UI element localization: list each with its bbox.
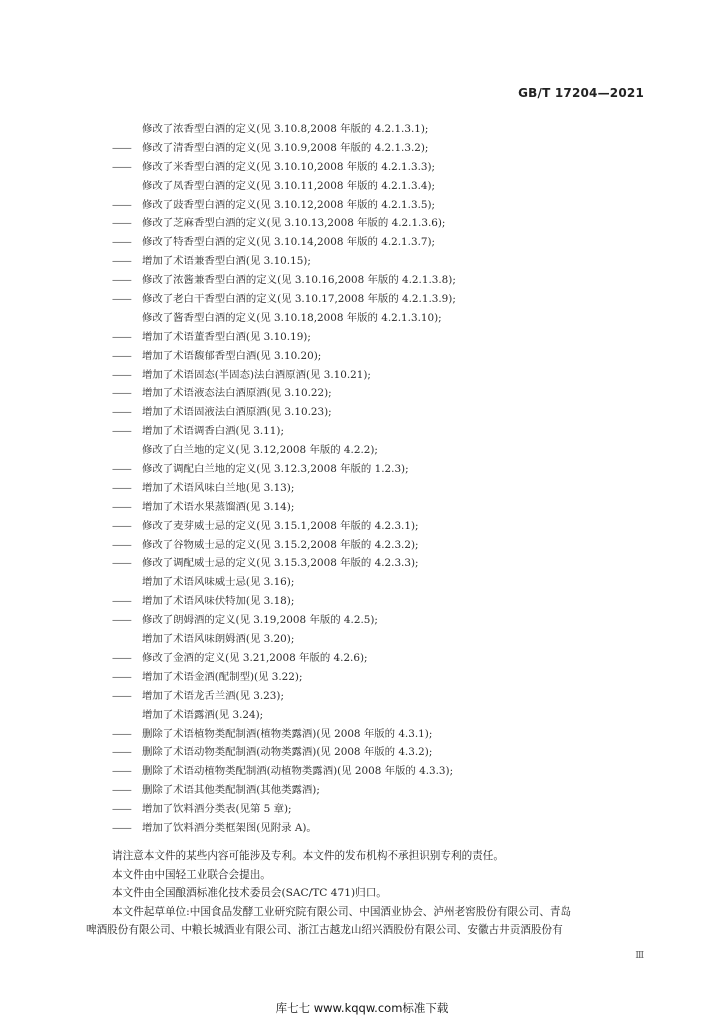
change-list-item-text: 删除了术语动物类配制酒(动物类露酒)(见 2008 年版的 4.3.2);	[142, 746, 433, 759]
paragraph: 本文件由中国轻工业联合会提出。	[112, 868, 271, 881]
change-list-item-text: 修改了调配白兰地的定义(见 3.12.3,2008 年版的 1.2.3);	[142, 463, 409, 476]
change-list-item	[112, 536, 456, 555]
change-list-item-text: 修改了酱香型白酒的定义(见 3.10.18,2008 年版的 4.2.1.3.10);	[142, 311, 442, 324]
change-list-item	[112, 139, 456, 158]
list-dash: ——	[112, 160, 131, 173]
change-list-item-text: 增加了术语风味伏特加(见 3.18);	[142, 595, 295, 608]
list-dash: ——	[112, 217, 131, 230]
paragraph: 本文件起草单位:中国食品发酵工业研究院有限公司、中国酒业协会、泸州老窖股份有限公司、青岛	[112, 905, 572, 918]
change-list-item	[112, 309, 456, 328]
change-list-item-text: 修改了调配威士忌的定义(见 3.15.3,2008 年版的 4.2.3.3);	[142, 557, 419, 570]
list-dash: ——	[112, 538, 131, 551]
change-list-item	[112, 158, 456, 177]
change-list-item	[112, 347, 456, 366]
change-list-item-text: 删除了术语其他类配制酒(其他类露酒);	[142, 784, 320, 797]
change-list-item	[112, 517, 456, 536]
list-dash: ——	[112, 406, 131, 419]
paragraph-continuation: 啤酒股份有限公司、中粮长城酒业有限公司、浙江古越龙山绍兴酒股份有限公司、安徽古井贡酒股份有	[86, 924, 563, 936]
change-list-item	[112, 120, 456, 139]
list-dash: ——	[112, 689, 131, 702]
change-list-item-text: 增加了术语露酒(见 3.24);	[142, 708, 264, 721]
change-list-item-text: 增加了术语调香白酒(见 3.11);	[142, 425, 284, 438]
list-dash: ——	[112, 425, 131, 438]
change-list-item	[112, 384, 456, 403]
change-list	[112, 120, 456, 838]
change-list-item	[112, 328, 456, 347]
list-dash: ——	[112, 821, 131, 834]
change-list-item	[112, 819, 456, 838]
list-dash: ——	[112, 803, 131, 816]
list-dash: ——	[112, 293, 131, 306]
list-dash: ——	[112, 198, 131, 211]
change-list-item	[112, 743, 456, 762]
list-dash: ——	[112, 595, 131, 608]
change-list-item	[112, 290, 456, 309]
change-list-item-text: 修改了浓酱兼香型白酒的定义(见 3.10.16,2008 年版的 4.2.1.3.8);	[142, 274, 456, 287]
change-list-item	[112, 214, 456, 233]
change-list-item	[112, 706, 456, 725]
change-list-item	[112, 573, 456, 592]
change-list-item-text: 修改了芝麻香型白酒的定义(见 3.10.13,2008 年版的 4.2.1.3.6);	[142, 217, 446, 230]
change-list-item-text: 修改了老白干香型白酒的定义(见 3.10.17,2008 年版的 4.2.1.3.9);	[142, 293, 456, 306]
change-list-item-text: 增加了术语风味白兰地(见 3.13);	[142, 481, 295, 494]
change-list-item	[112, 668, 456, 687]
change-list-item-text: 修改了浓香型白酒的定义(见 3.10.8,2008 年版的 4.2.1.3.1);	[142, 123, 429, 135]
page-number: Ⅲ	[635, 951, 644, 961]
change-list-item	[112, 366, 456, 385]
change-list-item	[112, 649, 456, 668]
change-list-item	[112, 611, 456, 630]
standard-code: GB/T 17204—2021	[518, 86, 644, 100]
change-list-item	[112, 422, 456, 441]
footer-watermark-text: 库七七 www.kqqw.com标准下载	[275, 1001, 449, 1015]
list-dash: ——	[112, 236, 131, 249]
list-dash: ——	[112, 368, 131, 381]
change-list-item-text: 修改了麦芽威士忌的定义(见 3.15.1,2008 年版的 4.2.3.1);	[142, 519, 419, 532]
change-list-item-text: 增加了术语固液法白酒原酒(见 3.10.23);	[142, 406, 332, 419]
change-list-item-text: 修改了白兰地的定义(见 3.12,2008 年版的 4.2.2);	[142, 444, 378, 457]
paragraph: 请注意本文件的某些内容可能涉及专利。本文件的发布机构不承担识别专利的责任。	[112, 850, 504, 862]
list-dash: ——	[112, 481, 131, 494]
foreword-paragraphs	[86, 847, 652, 940]
change-list-item	[112, 233, 456, 252]
change-list-item-text: 修改了米香型白酒的定义(见 3.10.10,2008 年版的 4.2.1.3.3);	[142, 160, 436, 173]
list-dash: ——	[112, 519, 131, 532]
change-list-item	[112, 554, 456, 573]
list-dash: ——	[112, 727, 131, 740]
list-dash: ——	[112, 330, 131, 343]
change-list-item	[112, 800, 456, 819]
list-dash: ——	[112, 784, 131, 797]
change-list-item-text: 增加了术语风味威士忌(见 3.16);	[142, 576, 295, 589]
change-list-item-text: 删除了术语动植物类配制酒(动植物类露酒)(见 2008 年版的 4.3.3);	[142, 765, 454, 778]
change-list-item	[112, 725, 456, 744]
change-list-item-text: 修改了豉香型白酒的定义(见 3.10.12,2008 年版的 4.2.1.3.5);	[142, 198, 436, 211]
list-dash: ——	[112, 463, 131, 476]
list-dash: ——	[112, 765, 131, 778]
change-list-item	[112, 479, 456, 498]
change-list-item	[112, 403, 456, 422]
change-list-item	[112, 271, 456, 290]
change-list-item	[112, 460, 456, 479]
list-dash: ——	[112, 746, 131, 759]
change-list-item	[112, 498, 456, 517]
change-list-item-text: 增加了术语龙舌兰酒(见 3.23);	[142, 689, 284, 702]
change-list-item	[112, 687, 456, 706]
change-list-item-text: 增加了饮料酒分类表(见第 5 章);	[142, 803, 292, 816]
change-list-item-text: 增加了术语固态(半固态)法白酒原酒(见 3.10.21);	[142, 368, 371, 381]
list-dash: ——	[112, 141, 131, 154]
list-dash: ——	[112, 670, 131, 683]
change-list-item-text: 增加了术语馥郁香型白酒(见 3.10.20);	[142, 349, 322, 362]
list-dash: ——	[112, 557, 131, 570]
change-list-item-text: 增加了术语兼香型白酒(见 3.10.15);	[142, 255, 311, 268]
change-list-item	[112, 196, 456, 215]
change-list-item	[112, 630, 456, 649]
change-list-item-text: 增加了术语金酒(配制型)(见 3.22);	[142, 670, 303, 683]
list-dash: ——	[112, 614, 131, 627]
change-list-item	[112, 762, 456, 781]
change-list-item	[112, 781, 456, 800]
change-list-item-text: 增加了术语董香型白酒(见 3.10.19);	[142, 330, 311, 343]
change-list-item-text: 删除了术语植物类配制酒(植物类露酒)(见 2008 年版的 4.3.1);	[142, 727, 433, 740]
list-dash: ——	[112, 274, 131, 287]
paragraph: 本文件由全国酿酒标准化技术委员会(SAC/TC 471)归口。	[112, 887, 387, 899]
list-dash: ——	[112, 349, 131, 362]
list-dash: ——	[112, 500, 131, 513]
change-list-item-text: 修改了特香型白酒的定义(见 3.10.14,2008 年版的 4.2.1.3.7);	[142, 236, 436, 249]
change-list-item-text: 增加了术语水果蒸馏酒(见 3.14);	[142, 500, 295, 513]
change-list-item	[112, 592, 456, 611]
change-list-item-text: 修改了清香型白酒的定义(见 3.10.9,2008 年版的 4.2.1.3.2);	[142, 141, 429, 154]
change-list-item	[112, 177, 456, 196]
list-dash: ——	[112, 255, 131, 268]
change-list-item-text: 增加了术语液态法白酒原酒(见 3.10.22);	[142, 387, 332, 400]
change-list-item-text: 修改了朗姆酒的定义(见 3.19,2008 年版的 4.2.5);	[142, 614, 378, 627]
change-list-item-text: 修改了谷物威士忌的定义(见 3.15.2,2008 年版的 4.2.3.2);	[142, 538, 419, 551]
change-list-item-text: 增加了术语风味朗姆酒(见 3.20);	[142, 633, 295, 646]
change-list-item-text: 增加了饮料酒分类框架图(见附录 A)。	[142, 821, 317, 834]
change-list-item-text: 修改了金酒的定义(见 3.21,2008 年版的 4.2.6);	[142, 651, 368, 664]
list-dash: ——	[112, 387, 131, 400]
change-list-item	[112, 252, 456, 271]
change-list-item	[112, 441, 456, 460]
list-dash: ——	[112, 651, 131, 664]
change-list-item-text: 修改了凤香型白酒的定义(见 3.10.11,2008 年版的 4.2.1.3.4);	[142, 179, 436, 192]
